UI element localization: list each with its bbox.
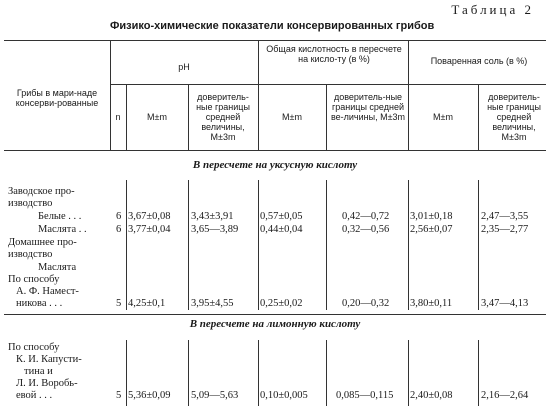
body-rule-11 <box>408 340 409 406</box>
table-number: Таблица 2 <box>451 2 534 17</box>
row-label: тина и <box>24 366 53 377</box>
table-cell: 3,01±0,18 <box>410 211 453 222</box>
header-n: n <box>115 112 121 122</box>
table-cell: 2,56±0,07 <box>410 224 453 235</box>
section-citric: В пересчете на лимонную кислоту <box>189 318 361 330</box>
table-cell: 0,085—0,115 <box>336 390 394 401</box>
col-rule-2 <box>126 84 127 150</box>
table-cell: 5,09—5,63 <box>191 390 239 401</box>
row-label-white: Белые . . . <box>38 211 82 222</box>
row-label: А. Ф. Намест- <box>16 286 79 297</box>
body-rule-2 <box>188 180 189 310</box>
header-ph-ci: доверитель-ные границы средней величины, M±3m <box>196 92 250 142</box>
header-top-rule <box>4 40 546 41</box>
section-rule <box>4 314 546 315</box>
table-cell: 0,44±0,04 <box>260 224 303 235</box>
table-cell: 3,65—3,89 <box>191 224 239 235</box>
col-rule-6 <box>408 40 409 150</box>
table-cell: 3,80±0,11 <box>410 298 453 309</box>
body-rule-9 <box>258 340 259 406</box>
body-rule-10 <box>326 340 327 406</box>
header-acid-mean: M±m <box>282 112 302 122</box>
header-salt-mean: M±m <box>433 112 453 122</box>
table-cell: 2,35—2,77 <box>481 224 529 235</box>
header-salt: Поваренная соль (в %) <box>430 56 528 66</box>
header-acidity: Общая кислотность в пересчете на кисло-ту (в %) <box>266 44 402 64</box>
row-label: Л. И. Воробь- <box>16 378 78 389</box>
table-cell: 3,43±3,91 <box>191 211 234 222</box>
col-rule-4 <box>258 40 259 150</box>
body-rule-12 <box>478 340 479 406</box>
col-rule-3 <box>188 84 189 150</box>
table-cell: 0,20—0,32 <box>342 298 390 309</box>
table-cell: 0,32—0,56 <box>342 224 390 235</box>
header-acid-ci: доверитель-ные границы средней ве-личины, M±3m <box>330 92 406 122</box>
body-rule-4 <box>326 180 327 310</box>
row-label-kapustin: евой . . . <box>16 390 53 401</box>
table-cell: 5 <box>116 390 122 401</box>
table-cell: 0,10±0,005 <box>260 390 308 401</box>
row-label: По способу <box>8 274 60 285</box>
body-rule-1 <box>126 180 127 310</box>
table-cell: 2,40±0,08 <box>410 390 453 401</box>
row-label-maslyata: Маслята . . <box>38 224 87 235</box>
table-title: Физико-химические показатели консервированных грибов <box>110 20 435 32</box>
header-mid-rule <box>110 84 546 85</box>
table-cell: 5,36±0,09 <box>128 390 171 401</box>
table-cell: 0,25±0,02 <box>260 298 303 309</box>
header-mushrooms: Грибы в мари-наде консерви-рованные <box>15 88 99 108</box>
table-cell: 5 <box>116 298 122 309</box>
body-rule-7 <box>126 340 127 406</box>
body-rule-5 <box>408 180 409 310</box>
table-cell: 6 <box>116 224 122 235</box>
header-ph: pH <box>178 62 190 72</box>
table-cell: 3,77±0,04 <box>128 224 171 235</box>
col-rule-1 <box>110 40 111 150</box>
row-label-namestnikov: никова . . . <box>16 298 63 309</box>
row-label: изводство <box>8 198 53 209</box>
row-label: Домашнее про- <box>8 237 77 248</box>
section-acetic: В пересчете на уксусную кислоту <box>192 159 358 171</box>
row-label: Заводское про- <box>8 186 75 197</box>
col-rule-5 <box>326 84 327 150</box>
table-cell: 3,47—4,13 <box>481 298 529 309</box>
table-cell: 2,47—3,55 <box>481 211 529 222</box>
col-rule-7 <box>478 84 479 150</box>
row-label: изводство <box>8 249 53 260</box>
header-bottom-rule <box>4 150 546 151</box>
header-salt-ci: доверитель-ные границы средней величины, M±3m <box>487 92 541 142</box>
table-cell: 0,57±0,05 <box>260 211 303 222</box>
header-ph-mean: M±m <box>147 112 167 122</box>
table-cell: 0,42—0,72 <box>342 211 390 222</box>
row-label: Маслята <box>38 262 77 273</box>
table-cell: 3,67±0,08 <box>128 211 171 222</box>
body-rule-3 <box>258 180 259 310</box>
table-cell: 4,25±0,1 <box>128 298 166 309</box>
row-label: По способу <box>8 342 60 353</box>
body-rule-8 <box>188 340 189 406</box>
row-label: К. И. Капусти- <box>16 354 82 365</box>
table-cell: 6 <box>116 211 122 222</box>
body-rule-6 <box>478 180 479 310</box>
table-cell: 2,16—2,64 <box>481 390 529 401</box>
table-cell: 3,95±4,55 <box>191 298 234 309</box>
